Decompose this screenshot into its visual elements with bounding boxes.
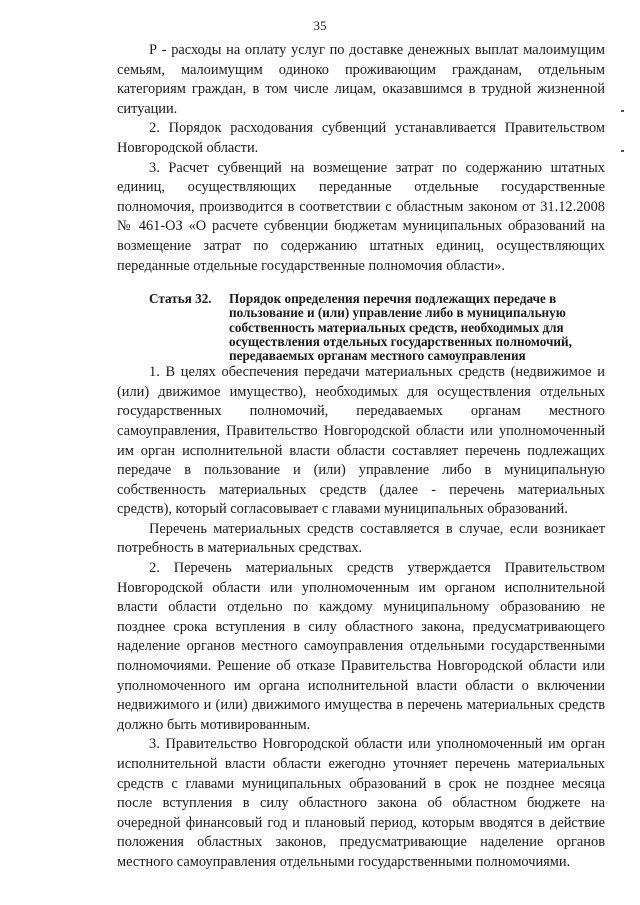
scan-mark (621, 110, 624, 112)
paragraph: 1. В целях обеспечения передачи материальных средств (недвижимое и (или) движимое имущество), необходимых для осуществления отдельных государственных полномочий, передаваемых органам местного самоуправления, Правительство Новгородской области или уполномоченный им орган исполнительной власти области составляет перечень подлежащих передаче в пользование и (или) управление либо в муниципальную собственность материальных средств (далее - перечень материальных средств), который согласовывает с главами муниципальных образований. (117, 364, 605, 518)
scan-mark (621, 150, 624, 152)
paragraph: Р - расходы на оплату услуг по доставке денежных выплат малоимущим семьям, малоимущим одиноко проживающим гражданам, отдельным категориям граждан, в том числе лицам, оказавшимся в трудной жизненной ситуации. (117, 42, 605, 117)
article-heading (117, 292, 605, 363)
article-title: Порядок определения перечня подлежащих передаче в пользование и (или) управление либо в муниципальную собственность материальных средств, необходимых для осуществления отдельных государственных полномочий, передаваемых органам местного самоуправления (229, 291, 572, 363)
page-number: 35 (313, 18, 327, 33)
paragraph: Перечень материальных средств составляется в случае, если возникает потребность в материальных средствах. (117, 520, 605, 557)
paragraph: 3. Расчет субвенций на возмещение затрат по содержанию штатных единиц, осуществляющих переданные отдельные государственные полномочия, производится в соответствии с областным законом от 31.12.2008 № 461-ОЗ «О расчете субвенции бюджетам муниципальных образований на возмещение затрат по содержанию штатных единиц, осуществляющих переданные отдельные государственные полномочия области». (117, 159, 605, 274)
article-label: Статья 32. (149, 291, 212, 307)
paragraph: 2. Порядок расходования субвенций устанавливается Правительством Новгородской области. (117, 120, 605, 156)
paragraph: 3. Правительство Новгородской области или уполномоченный им орган исполнительной власти области ежегодно уточняет перечень материальных средств с главами муниципальных образований в срок не позднее месяца после вступления в силу областного закона об областном бюджете на очередной финансовый год и плановый период, которым вводятся в действие положения областных законов, предусматривающие наделение органов местного самоуправления отдельными государственными полномочиями. (117, 736, 605, 870)
paragraph: 2. Перечень материальных средств утверждается Правительством Новгородской области или уполномоченным им органом исполнительной власти области отдельно по каждому муниципальному образованию не позднее срока вступления в силу областного закона, предусматривающего наделение органов местного самоуправления отдельными государственными полномочиями. Решение об отказе Правительства Новгородской области или уполномоченного им органа исполнительной власти области о включении недвижимого и (или) движимого имущества в перечень материальных средств должно быть мотивированным. (117, 560, 605, 733)
document-body (117, 41, 605, 873)
